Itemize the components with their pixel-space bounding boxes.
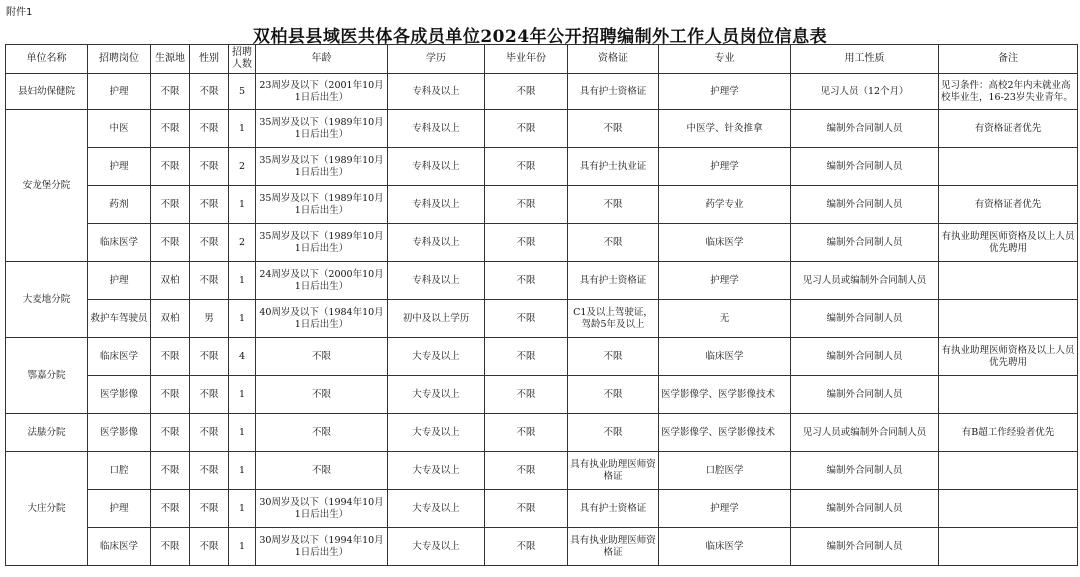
unit-name-cell: 安龙堡分院	[6, 110, 88, 262]
unit-name-cell: 大庄分院	[6, 452, 88, 566]
table-row	[6, 414, 1078, 452]
remark-cell	[939, 490, 1078, 528]
grad-year-cell: 不限	[485, 528, 568, 566]
nature-cell: 编制外合同制人员	[791, 148, 939, 186]
nature-cell: 编制外合同制人员	[791, 376, 939, 414]
remark-cell: 有资格证者优先	[939, 186, 1078, 224]
grad-year-cell: 不限	[485, 262, 568, 300]
grad-year-cell: 不限	[485, 74, 568, 110]
remark-cell: 见习条件：高校2年内未就业高校毕业生，16-23岁失业青年。	[939, 74, 1078, 110]
header-nature: 用工性质	[791, 45, 939, 74]
age-cell: 不限	[256, 376, 388, 414]
table-row	[6, 338, 1078, 376]
unit-name-cell: 法脿分院	[6, 414, 88, 452]
major-cell: 护理学	[659, 74, 791, 110]
header-origin: 生源地	[151, 45, 190, 74]
origin-cell: 不限	[151, 338, 190, 376]
count-cell: 1	[229, 490, 256, 528]
gender-cell: 不限	[190, 224, 229, 262]
origin-cell: 不限	[151, 414, 190, 452]
certificate-cell: 不限	[568, 186, 659, 224]
header-row	[6, 45, 1078, 74]
gender-cell: 不限	[190, 490, 229, 528]
post-cell: 临床医学	[88, 224, 151, 262]
origin-cell: 不限	[151, 186, 190, 224]
header-gender: 性别	[190, 45, 229, 74]
post-cell: 护理	[88, 74, 151, 110]
major-cell: 医学影像学、医学影像技术	[659, 414, 791, 452]
table-row	[6, 224, 1078, 262]
table-row	[6, 74, 1078, 110]
remark-cell: 有B超工作经验者优先	[939, 414, 1078, 452]
header-count: 招聘人数	[229, 45, 256, 74]
education-cell: 大专及以上	[388, 376, 485, 414]
post-cell: 临床医学	[88, 338, 151, 376]
grad-year-cell: 不限	[485, 376, 568, 414]
education-cell: 大专及以上	[388, 414, 485, 452]
remark-cell	[939, 376, 1078, 414]
nature-cell: 编制外合同制人员	[791, 300, 939, 338]
origin-cell: 不限	[151, 74, 190, 110]
major-cell: 临床医学	[659, 224, 791, 262]
age-cell: 30周岁及以下（1994年10月1日后出生）	[256, 528, 388, 566]
grad-year-cell: 不限	[485, 338, 568, 376]
certificate-cell: 不限	[568, 376, 659, 414]
count-cell: 1	[229, 376, 256, 414]
major-cell: 口腔医学	[659, 452, 791, 490]
education-cell: 专科及以上	[388, 148, 485, 186]
age-cell: 不限	[256, 452, 388, 490]
table-row	[6, 452, 1078, 490]
count-cell: 1	[229, 300, 256, 338]
remark-cell	[939, 452, 1078, 490]
nature-cell: 见习人员（12个月）	[791, 74, 939, 110]
gender-cell: 不限	[190, 148, 229, 186]
certificate-cell: 不限	[568, 414, 659, 452]
table-row	[6, 528, 1078, 566]
header-remark: 备注	[939, 45, 1078, 74]
major-cell: 医学影像学、医学影像技术	[659, 376, 791, 414]
grad-year-cell: 不限	[485, 490, 568, 528]
origin-cell: 不限	[151, 148, 190, 186]
table-row	[6, 300, 1078, 338]
remark-cell	[939, 148, 1078, 186]
count-cell: 4	[229, 338, 256, 376]
table-row	[6, 490, 1078, 528]
certificate-cell: 不限	[568, 338, 659, 376]
nature-cell: 见习人员或编制外合同制人员	[791, 414, 939, 452]
certificate-cell: 具有护士资格证	[568, 262, 659, 300]
count-cell: 2	[229, 224, 256, 262]
major-cell: 无	[659, 300, 791, 338]
age-cell: 35周岁及以下（1989年10月1日后出生）	[256, 148, 388, 186]
post-cell: 医学影像	[88, 414, 151, 452]
age-cell: 35周岁及以下（1989年10月1日后出生）	[256, 224, 388, 262]
grad-year-cell: 不限	[485, 414, 568, 452]
grad-year-cell: 不限	[485, 300, 568, 338]
nature-cell: 编制外合同制人员	[791, 490, 939, 528]
gender-cell: 不限	[190, 110, 229, 148]
gender-cell: 不限	[190, 186, 229, 224]
certificate-cell: 不限	[568, 110, 659, 148]
nature-cell: 编制外合同制人员	[791, 186, 939, 224]
gender-cell: 不限	[190, 338, 229, 376]
age-cell: 35周岁及以下（1989年10月1日后出生）	[256, 110, 388, 148]
remark-cell	[939, 528, 1078, 566]
major-cell: 护理学	[659, 490, 791, 528]
header-post: 招聘岗位	[88, 45, 151, 74]
education-cell: 大专及以上	[388, 338, 485, 376]
remark-cell	[939, 300, 1078, 338]
unit-name-cell: 鄂嘉分院	[6, 338, 88, 414]
certificate-cell: 具有护士资格证	[568, 490, 659, 528]
major-cell: 临床医学	[659, 528, 791, 566]
gender-cell: 不限	[190, 452, 229, 490]
origin-cell: 双柏	[151, 300, 190, 338]
count-cell: 1	[229, 186, 256, 224]
count-cell: 1	[229, 452, 256, 490]
remark-cell: 有执业助理医师资格及以上人员优先聘用	[939, 224, 1078, 262]
count-cell: 5	[229, 74, 256, 110]
grad-year-cell: 不限	[485, 224, 568, 262]
recruitment-table	[5, 44, 1078, 566]
count-cell: 1	[229, 528, 256, 566]
education-cell: 大专及以上	[388, 490, 485, 528]
origin-cell: 双柏	[151, 262, 190, 300]
nature-cell: 编制外合同制人员	[791, 110, 939, 148]
education-cell: 专科及以上	[388, 74, 485, 110]
certificate-cell: 不限	[568, 224, 659, 262]
education-cell: 初中及以上学历	[388, 300, 485, 338]
origin-cell: 不限	[151, 110, 190, 148]
post-cell: 临床医学	[88, 528, 151, 566]
gender-cell: 不限	[190, 74, 229, 110]
remark-cell	[939, 262, 1078, 300]
attachment-label: 附件1	[6, 7, 33, 18]
header-major: 专业	[659, 45, 791, 74]
major-cell: 临床医学	[659, 338, 791, 376]
header-education: 学历	[388, 45, 485, 74]
table-row	[6, 110, 1078, 148]
age-cell: 23周岁及以下（2001年10月1日后出生）	[256, 74, 388, 110]
age-cell: 40周岁及以下（1984年10月1日后出生）	[256, 300, 388, 338]
certificate-cell: 具有执业助理医师资格证	[568, 452, 659, 490]
post-cell: 中医	[88, 110, 151, 148]
page-title: 双柏县县域医共体各成员单位2024年公开招聘编制外工作人员岗位信息表	[252, 27, 828, 47]
count-cell: 1	[229, 414, 256, 452]
nature-cell: 编制外合同制人员	[791, 528, 939, 566]
gender-cell: 不限	[190, 528, 229, 566]
count-cell: 1	[229, 110, 256, 148]
nature-cell: 编制外合同制人员	[791, 224, 939, 262]
education-cell: 专科及以上	[388, 110, 485, 148]
origin-cell: 不限	[151, 490, 190, 528]
gender-cell: 男	[190, 300, 229, 338]
post-cell: 药剂	[88, 186, 151, 224]
remark-cell: 有执业助理医师资格及以上人员优先聘用	[939, 338, 1078, 376]
post-cell: 护理	[88, 262, 151, 300]
certificate-cell: 具有执业助理医师资格证	[568, 528, 659, 566]
grad-year-cell: 不限	[485, 148, 568, 186]
gender-cell: 不限	[190, 262, 229, 300]
post-cell: 护理	[88, 490, 151, 528]
count-cell: 2	[229, 148, 256, 186]
count-cell: 1	[229, 262, 256, 300]
age-cell: 24周岁及以下（2000年10月1日后出生）	[256, 262, 388, 300]
header-age: 年龄	[256, 45, 388, 74]
table-row	[6, 148, 1078, 186]
major-cell: 药学专业	[659, 186, 791, 224]
unit-name-cell: 大麦地分院	[6, 262, 88, 338]
age-cell: 30周岁及以下（1994年10月1日后出生）	[256, 490, 388, 528]
major-cell: 护理学	[659, 148, 791, 186]
nature-cell: 编制外合同制人员	[791, 452, 939, 490]
age-cell: 不限	[256, 414, 388, 452]
nature-cell: 见习人员或编制外合同制人员	[791, 262, 939, 300]
age-cell: 35周岁及以下（1989年10月1日后出生）	[256, 186, 388, 224]
unit-name-cell: 县妇幼保健院	[6, 74, 88, 110]
nature-cell: 编制外合同制人员	[791, 338, 939, 376]
gender-cell: 不限	[190, 376, 229, 414]
education-cell: 专科及以上	[388, 224, 485, 262]
age-cell: 不限	[256, 338, 388, 376]
education-cell: 大专及以上	[388, 452, 485, 490]
header-unit: 单位名称	[6, 45, 88, 74]
post-cell: 口腔	[88, 452, 151, 490]
certificate-cell: C1及以上驾驶证，驾龄5年及以上	[568, 300, 659, 338]
post-cell: 护理	[88, 148, 151, 186]
origin-cell: 不限	[151, 224, 190, 262]
header-certificate: 资格证	[568, 45, 659, 74]
table-row	[6, 262, 1078, 300]
table-row	[6, 376, 1078, 414]
certificate-cell: 具有护士执业证	[568, 148, 659, 186]
major-cell: 中医学、针灸推拿	[659, 110, 791, 148]
post-cell: 医学影像	[88, 376, 151, 414]
grad-year-cell: 不限	[485, 186, 568, 224]
origin-cell: 不限	[151, 528, 190, 566]
education-cell: 大专及以上	[388, 528, 485, 566]
origin-cell: 不限	[151, 452, 190, 490]
grad-year-cell: 不限	[485, 452, 568, 490]
table-row	[6, 186, 1078, 224]
education-cell: 专科及以上	[388, 186, 485, 224]
origin-cell: 不限	[151, 376, 190, 414]
post-cell: 救护车驾驶员	[88, 300, 151, 338]
grad-year-cell: 不限	[485, 110, 568, 148]
certificate-cell: 具有护士资格证	[568, 74, 659, 110]
remark-cell: 有资格证者优先	[939, 110, 1078, 148]
header-grad-year: 毕业年份	[485, 45, 568, 74]
gender-cell: 不限	[190, 414, 229, 452]
education-cell: 专科及以上	[388, 262, 485, 300]
major-cell: 护理学	[659, 262, 791, 300]
